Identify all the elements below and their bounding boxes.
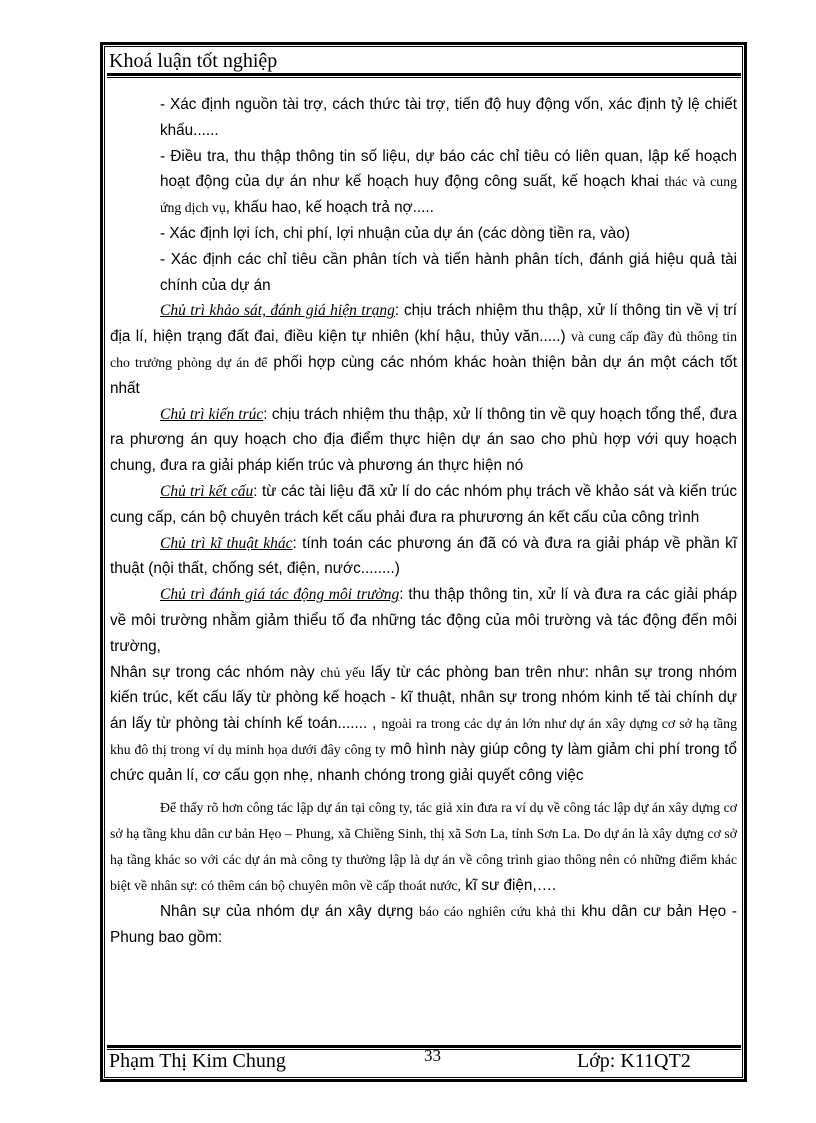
- author-name: Phạm Thị Kim Chung: [109, 1050, 286, 1072]
- class-label: Lớp: K11QT2: [577, 1050, 691, 1072]
- bullet-benefit: - Xác định lợi ích, chi phí, lợi nhuận của dự án (các dòng tiền ra, vào): [160, 224, 630, 242]
- header-rule: [107, 73, 741, 76]
- header-rule-thin: [107, 77, 741, 78]
- staffing-paragraph: Nhân sự trong các nhóm này chủ yếu lấy từ các phòng ban trên như: nhân sự trong nhóm kiến trúc, kết cấu lấy từ phòng kế hoạch - kĩ thuật, nhân sự trong nhóm kinh tế tài chính dự án lấy từ phòng tài chính kế toán....... , ngoài ra trong các dự án lớn như dự án xây dựng cơ sở hạ tầng khu đô thị trong ví dụ minh họa dưới đây công ty mô hình này giúp công ty làm giảm chi phí trong tổ chức quản lí, cơ cấu gọn nhẹ, nhanh chóng trong giải quyết công việc: [110, 663, 738, 784]
- page-number: 33: [424, 1046, 441, 1065]
- role-survey: Chủ trì khảo sát, đánh giá hiện trạng: chịu trách nhiệm thu thập, xử lí thông tin về vị trí địa lí, hiện trạng đất đai, điều kiện tự nhiên (khí hậu, thủy văn.....) và cung cấp đầy đủ thông tin cho trưởng phòng dự án để phối hợp cùng các nhóm khác hoàn thiện bản dự án một cách tốt nhất: [110, 302, 738, 397]
- header-title: Khoá luận tốt nghiệp: [109, 50, 278, 72]
- bullet-analysis: - Xác định các chỉ tiêu cần phân tích và tiến hành phân tích, đánh giá hiệu quả tài chính của dự án: [160, 250, 737, 294]
- example-paragraph: Để thấy rõ hơn công tác lập dự án tại công ty, tác giả xin đưa ra ví dụ về công tác lập dự án xây dựng cơ sở hạ tầng khu dân cư bản Hẹo – Phung, xã Chiềng Sinh, thị xã Sơn La, tỉnh Sơn La. Do dự án là xây dựng cơ sở hạ tầng khác so với các dự án mà công ty thường lập là dự án về công trình giao thông nên có những điểm khác biệt về nhân sự: có thêm cán bộ chuyên môn về cấp thoát nước, kĩ sư điện,….: [110, 799, 737, 895]
- role-technical: Chủ trì kĩ thuật khác: tính toán các phương án đã có và đưa ra giải pháp về phần kĩ thuật (nội thất, chống sét, điện, nước........): [110, 534, 737, 578]
- role-architecture: Chủ trì kiến trúc: chịu trách nhiệm thu thập, xử lí thông tin về quy hoạch tổng thể, đưa ra phương án quy hoạch cho địa điểm thực hiện dự án sao cho phù hợp với quy hoạch chung, đưa ra giải pháp kiến trúc và phương án thực hiện nó: [110, 405, 737, 475]
- bullet-funding: - Xác định nguồn tài trợ, cách thức tài trợ, tiến độ huy động vốn, xác định tỷ lệ chiết khấu......: [160, 96, 737, 139]
- role-environment: Chủ trì đánh giá tác động môi trường: thu thập thông tin, xử lí và đưa ra các giải pháp về môi trường nhằm giảm thiểu tố đa những tác động của môi trường và tác động đến môi trường,: [110, 586, 737, 655]
- closing-paragraph: Nhân sự của nhóm dự án xây dựng báo cáo nghiên cứu khả thi khu dân cư bản Hẹo - Phung bao gồm:: [110, 903, 737, 947]
- role-structure: Chủ trì kết cấu: từ các tài liệu đã xử lí do các nhóm phụ trách về khảo sát và kiến trúc cung cấp, cán bộ chuyên trách kết cấu phải đưa ra phưương án kết cấu của công trình: [110, 482, 737, 526]
- bullet-survey: - Điều tra, thu thập thông tin số liệu, dự báo các chỉ tiêu có liên quan, lập kế hoạch hoạt động của dự án như kế hoạch huy động công suất, kế hoạch khai thác và cung ứng dịch vụ, khấu hao, kế hoạch trả nợ.....: [160, 147, 737, 217]
- document-body: [110, 92, 737, 951]
